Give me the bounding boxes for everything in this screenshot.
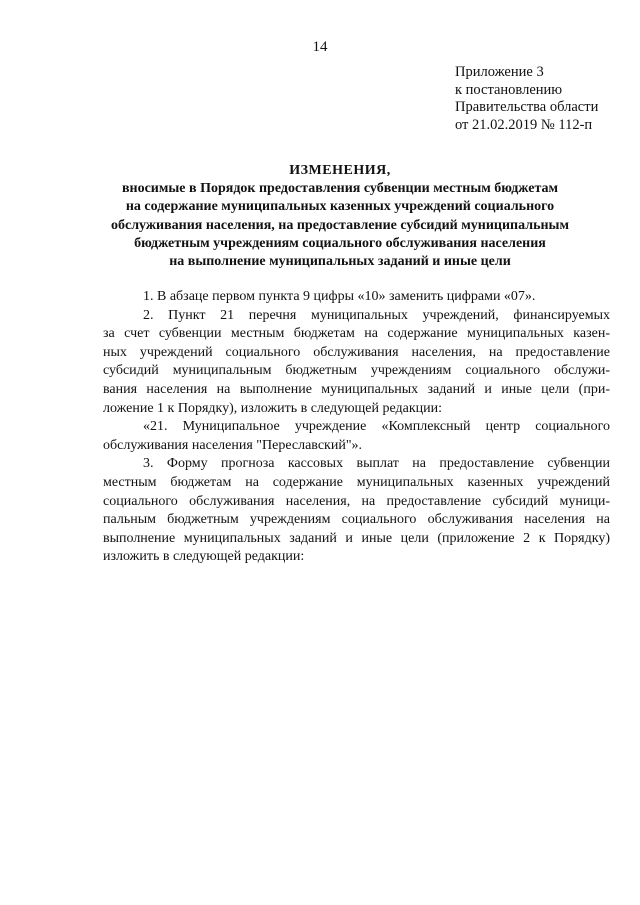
title-subtitle-line: на выполнение муниципальных заданий и иные цели bbox=[169, 254, 511, 270]
appendix-line: от 21.02.2019 № 112-п bbox=[455, 116, 593, 133]
paragraph-line: местным бюджетам на содержание муниципальных казенных учреждений bbox=[103, 474, 610, 490]
paragraph-line: ложение 1 к Порядку), изложить в следующей редакции: bbox=[103, 400, 443, 416]
paragraph-quote bbox=[103, 418, 610, 455]
title-subtitle-line: на содержание муниципальных казенных учреждений социального bbox=[125, 199, 555, 215]
paragraph-line: ных учреждений социального обслуживания населения, на предоставление bbox=[103, 344, 610, 360]
paragraph-line: обслуживания населения "Переславский"». bbox=[103, 437, 363, 453]
paragraph-line: субсидий муниципальным бюджетным учреждениям социального обслужи- bbox=[103, 363, 610, 379]
paragraph-line: 3. Форму прогноза кассовых выплат на предоставление субвенции bbox=[143, 456, 610, 472]
paragraph-line: 2. Пункт 21 перечня муниципальных учреждений, финансируемых bbox=[143, 307, 610, 323]
paragraph-1 bbox=[103, 288, 610, 307]
paragraph-line: «21. Муниципальное учреждение «Комплексный центр социального bbox=[143, 419, 610, 435]
paragraph-line: пальным бюджетным учреждениям социального обслуживания населения на bbox=[103, 512, 610, 528]
title-subtitle-line: обслуживания населения, на предоставление субсидий муниципальным bbox=[110, 217, 569, 233]
paragraph-line: вания населения на выполнение муниципальных заданий и иные цели (при- bbox=[103, 381, 610, 397]
title-subtitle-line: вносимые в Порядок предоставления субвенции местным бюджетам bbox=[121, 181, 559, 197]
paragraph-3 bbox=[103, 455, 610, 567]
document-body bbox=[103, 288, 610, 567]
page-number: 14 bbox=[312, 39, 328, 55]
paragraph-line: 1. В абзаце первом пункта 9 цифры «10» заменить цифрами «07». bbox=[143, 289, 536, 304]
paragraph-line: выполнение муниципальных заданий и иные цели (приложение 2 к Порядку) bbox=[103, 530, 610, 546]
paragraph-2 bbox=[103, 307, 610, 419]
title-heading: ИЗМЕНЕНИЯ, bbox=[289, 163, 391, 178]
paragraph-line: изложить в следующей редакции: bbox=[103, 549, 305, 565]
paragraph-line: социального обслуживания населения, на предоставление субсидий муници- bbox=[103, 493, 610, 509]
appendix-line: Приложение 3 bbox=[455, 64, 544, 80]
paragraph-line: за счет субвенции местным бюджетам на содержание муниципальных казен- bbox=[103, 326, 610, 342]
appendix-reference bbox=[455, 64, 635, 134]
appendix-line: к постановлению bbox=[455, 81, 563, 98]
title-subtitle-line: бюджетным учреждениям социального обслуживания населения bbox=[134, 235, 546, 251]
document-title bbox=[80, 162, 600, 271]
appendix-line: Правительства области bbox=[455, 99, 599, 115]
